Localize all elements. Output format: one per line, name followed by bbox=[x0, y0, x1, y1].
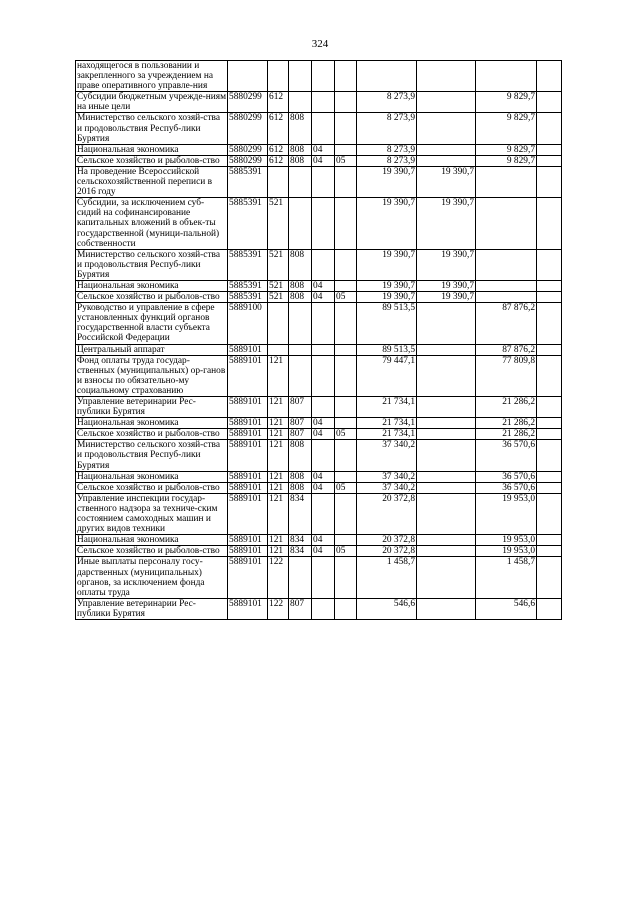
amount-cell-3: 546,6 bbox=[476, 598, 537, 619]
amount-cell-3: 9 829,7 bbox=[476, 155, 537, 166]
amount-cell-3: 19 953,0 bbox=[476, 535, 537, 546]
table-row bbox=[76, 418, 562, 429]
amount-cell-1: 37 340,2 bbox=[357, 440, 417, 471]
amount-cell-2 bbox=[417, 155, 476, 166]
section-code-cell bbox=[312, 166, 335, 197]
section-code-cell: 04 bbox=[312, 418, 335, 429]
table-row bbox=[76, 440, 562, 471]
target-article-code-cell: 5889101 bbox=[228, 355, 268, 396]
row-name-cell: Национальная экономика bbox=[76, 471, 228, 482]
amount-cell-2 bbox=[417, 92, 476, 113]
section-code-cell bbox=[312, 113, 335, 144]
amount-cell-3: 1 458,7 bbox=[476, 557, 537, 598]
expense-type-code-cell: 121 bbox=[268, 418, 289, 429]
section-code-cell: 04 bbox=[312, 429, 335, 440]
amount-cell-2 bbox=[417, 303, 476, 344]
row-name-cell: Сельское хозяйство и рыболов-ство bbox=[76, 292, 228, 303]
amount-cell-3: 87 876,2 bbox=[476, 344, 537, 355]
amount-cell-1: 8 273,9 bbox=[357, 92, 417, 113]
ministry-code-cell bbox=[289, 557, 312, 598]
ministry-code-cell: 834 bbox=[289, 493, 312, 534]
target-article-code-cell: 5885391 bbox=[228, 249, 268, 280]
target-article-code-cell: 5889101 bbox=[228, 397, 268, 418]
target-article-code-cell: 5889101 bbox=[228, 344, 268, 355]
target-article-code-cell: 5885391 bbox=[228, 292, 268, 303]
amount-cell-4 bbox=[537, 418, 562, 429]
section-code-cell: 04 bbox=[312, 535, 335, 546]
subsection-code-cell bbox=[335, 166, 357, 197]
amount-cell-1: 20 372,8 bbox=[357, 535, 417, 546]
budget-table bbox=[75, 60, 562, 620]
target-article-code-cell: 5889101 bbox=[228, 429, 268, 440]
amount-cell-2 bbox=[417, 598, 476, 619]
ministry-code-cell: 808 bbox=[289, 280, 312, 291]
amount-cell-3 bbox=[476, 166, 537, 197]
row-name-cell: Министерство сельского хозяй-ства и продовольствия Респуб-лики Бурятия bbox=[76, 113, 228, 144]
table-row bbox=[76, 303, 562, 344]
amount-cell-2: 19 390,7 bbox=[417, 166, 476, 197]
table-row bbox=[76, 598, 562, 619]
amount-cell-2 bbox=[417, 61, 476, 92]
amount-cell-1: 1 458,7 bbox=[357, 557, 417, 598]
amount-cell-3: 21 286,2 bbox=[476, 418, 537, 429]
subsection-code-cell bbox=[335, 418, 357, 429]
expense-type-code-cell: 612 bbox=[268, 113, 289, 144]
table-row bbox=[76, 397, 562, 418]
amount-cell-4 bbox=[537, 493, 562, 534]
amount-cell-4 bbox=[537, 557, 562, 598]
table-row bbox=[76, 557, 562, 598]
amount-cell-3: 36 570,6 bbox=[476, 440, 537, 471]
expense-type-code-cell: 521 bbox=[268, 249, 289, 280]
amount-cell-2 bbox=[417, 482, 476, 493]
amount-cell-2: 19 390,7 bbox=[417, 280, 476, 291]
amount-cell-2 bbox=[417, 397, 476, 418]
amount-cell-2 bbox=[417, 471, 476, 482]
amount-cell-2 bbox=[417, 429, 476, 440]
target-article-code-cell: 5880299 bbox=[228, 155, 268, 166]
table-row bbox=[76, 535, 562, 546]
amount-cell-3: 9 829,7 bbox=[476, 113, 537, 144]
amount-cell-1 bbox=[357, 61, 417, 92]
amount-cell-3: 36 570,6 bbox=[476, 471, 537, 482]
ministry-code-cell: 807 bbox=[289, 598, 312, 619]
ministry-code-cell: 834 bbox=[289, 546, 312, 557]
subsection-code-cell bbox=[335, 493, 357, 534]
section-code-cell bbox=[312, 249, 335, 280]
amount-cell-2 bbox=[417, 546, 476, 557]
row-name-cell: На проведение Всероссийской сельскохозяйственной переписи в 2016 году bbox=[76, 166, 228, 197]
amount-cell-4 bbox=[537, 249, 562, 280]
amount-cell-1: 19 390,7 bbox=[357, 280, 417, 291]
amount-cell-1: 21 734,1 bbox=[357, 418, 417, 429]
amount-cell-4 bbox=[537, 303, 562, 344]
expense-type-code-cell: 121 bbox=[268, 440, 289, 471]
table-row bbox=[76, 198, 562, 249]
subsection-code-cell bbox=[335, 535, 357, 546]
subsection-code-cell bbox=[335, 144, 357, 155]
row-name-cell: Сельское хозяйство и рыболов-ство bbox=[76, 482, 228, 493]
section-code-cell bbox=[312, 92, 335, 113]
ministry-code-cell: 807 bbox=[289, 397, 312, 418]
subsection-code-cell bbox=[335, 280, 357, 291]
table-row bbox=[76, 471, 562, 482]
table-row bbox=[76, 280, 562, 291]
amount-cell-2: 19 390,7 bbox=[417, 198, 476, 249]
amount-cell-3: 21 286,2 bbox=[476, 429, 537, 440]
section-code-cell: 04 bbox=[312, 546, 335, 557]
expense-type-code-cell: 122 bbox=[268, 598, 289, 619]
row-name-cell: Иные выплаты персоналу госу-дарственных (муниципальных) органов, за исключением фонда оплаты труда bbox=[76, 557, 228, 598]
amount-cell-1: 19 390,7 bbox=[357, 249, 417, 280]
amount-cell-3 bbox=[476, 198, 537, 249]
amount-cell-1: 37 340,2 bbox=[357, 482, 417, 493]
amount-cell-3 bbox=[476, 249, 537, 280]
amount-cell-4 bbox=[537, 92, 562, 113]
amount-cell-2 bbox=[417, 493, 476, 534]
subsection-code-cell bbox=[335, 198, 357, 249]
amount-cell-4 bbox=[537, 397, 562, 418]
table-row bbox=[76, 355, 562, 396]
amount-cell-1: 37 340,2 bbox=[357, 471, 417, 482]
amount-cell-4 bbox=[537, 280, 562, 291]
ministry-code-cell bbox=[289, 166, 312, 197]
amount-cell-4 bbox=[537, 61, 562, 92]
row-name-cell: Фонд оплаты труда государ-ственных (муниципальных) ор-ганов и взносы по обязательно-му социальному страхованию bbox=[76, 355, 228, 396]
amount-cell-3 bbox=[476, 280, 537, 291]
section-code-cell bbox=[312, 598, 335, 619]
row-name-cell: Управление ветеринарии Рес-публики Бурятия bbox=[76, 598, 228, 619]
section-code-cell: 04 bbox=[312, 292, 335, 303]
target-article-code-cell: 5889101 bbox=[228, 546, 268, 557]
subsection-code-cell bbox=[335, 303, 357, 344]
section-code-cell bbox=[312, 61, 335, 92]
amount-cell-2 bbox=[417, 418, 476, 429]
expense-type-code-cell bbox=[268, 166, 289, 197]
ministry-code-cell bbox=[289, 92, 312, 113]
target-article-code-cell: 5885391 bbox=[228, 280, 268, 291]
amount-cell-2 bbox=[417, 355, 476, 396]
expense-type-code-cell: 612 bbox=[268, 144, 289, 155]
amount-cell-1: 8 273,9 bbox=[357, 113, 417, 144]
subsection-code-cell: 05 bbox=[335, 546, 357, 557]
table-row bbox=[76, 144, 562, 155]
amount-cell-1: 20 372,8 bbox=[357, 546, 417, 557]
section-code-cell: 04 bbox=[312, 280, 335, 291]
amount-cell-2 bbox=[417, 113, 476, 144]
subsection-code-cell bbox=[335, 92, 357, 113]
amount-cell-2: 19 390,7 bbox=[417, 292, 476, 303]
ministry-code-cell: 834 bbox=[289, 535, 312, 546]
expense-type-code-cell: 121 bbox=[268, 493, 289, 534]
ministry-code-cell: 808 bbox=[289, 155, 312, 166]
expense-type-code-cell bbox=[268, 61, 289, 92]
table-row bbox=[76, 493, 562, 534]
row-name-cell: Управление инспекции государ-ственного надзора за техниче-ским состоянием самоходных машин и других видов техники bbox=[76, 493, 228, 534]
amount-cell-4 bbox=[537, 292, 562, 303]
expense-type-code-cell: 121 bbox=[268, 355, 289, 396]
amount-cell-2 bbox=[417, 344, 476, 355]
amount-cell-3: 36 570,6 bbox=[476, 482, 537, 493]
subsection-code-cell: 05 bbox=[335, 292, 357, 303]
row-name-cell: Сельское хозяйство и рыболов-ство bbox=[76, 546, 228, 557]
amount-cell-2 bbox=[417, 144, 476, 155]
subsection-code-cell: 05 bbox=[335, 482, 357, 493]
amount-cell-1: 546,6 bbox=[357, 598, 417, 619]
amount-cell-2: 19 390,7 bbox=[417, 249, 476, 280]
amount-cell-4 bbox=[537, 471, 562, 482]
section-code-cell: 04 bbox=[312, 155, 335, 166]
target-article-code-cell: 5889101 bbox=[228, 493, 268, 534]
amount-cell-1: 19 390,7 bbox=[357, 166, 417, 197]
amount-cell-3: 19 953,0 bbox=[476, 546, 537, 557]
amount-cell-3: 19 953,0 bbox=[476, 493, 537, 534]
row-name-cell: Национальная экономика bbox=[76, 280, 228, 291]
expense-type-code-cell: 521 bbox=[268, 292, 289, 303]
expense-type-code-cell: 121 bbox=[268, 546, 289, 557]
subsection-code-cell bbox=[335, 61, 357, 92]
row-name-cell: Сельское хозяйство и рыболов-ство bbox=[76, 155, 228, 166]
amount-cell-1: 21 734,1 bbox=[357, 429, 417, 440]
table-row bbox=[76, 344, 562, 355]
amount-cell-1: 89 513,5 bbox=[357, 344, 417, 355]
amount-cell-3 bbox=[476, 61, 537, 92]
ministry-code-cell: 808 bbox=[289, 482, 312, 493]
subsection-code-cell bbox=[335, 598, 357, 619]
row-name-cell: Министерство сельского хозяй-ства и продовольствия Респуб-лики Бурятия bbox=[76, 440, 228, 471]
row-name-cell: Субсидии, за исключением суб-сидий на софинансирование капитальных вложений в объек-ты государственной (муници-пальной) собственности bbox=[76, 198, 228, 249]
table-body bbox=[76, 61, 562, 620]
table-row bbox=[76, 249, 562, 280]
expense-type-code-cell: 122 bbox=[268, 557, 289, 598]
expense-type-code-cell: 121 bbox=[268, 397, 289, 418]
expense-type-code-cell bbox=[268, 303, 289, 344]
expense-type-code-cell: 121 bbox=[268, 535, 289, 546]
section-code-cell bbox=[312, 303, 335, 344]
ministry-code-cell bbox=[289, 303, 312, 344]
table-row bbox=[76, 546, 562, 557]
target-article-code-cell: 5889101 bbox=[228, 482, 268, 493]
amount-cell-3: 87 876,2 bbox=[476, 303, 537, 344]
target-article-code-cell: 5889100 bbox=[228, 303, 268, 344]
ministry-code-cell: 808 bbox=[289, 113, 312, 144]
target-article-code-cell: 5885391 bbox=[228, 166, 268, 197]
target-article-code-cell: 5889101 bbox=[228, 418, 268, 429]
ministry-code-cell bbox=[289, 61, 312, 92]
row-name-cell: Национальная экономика bbox=[76, 418, 228, 429]
section-code-cell bbox=[312, 198, 335, 249]
subsection-code-cell: 05 bbox=[335, 429, 357, 440]
ministry-code-cell: 808 bbox=[289, 249, 312, 280]
target-article-code-cell: 5889101 bbox=[228, 471, 268, 482]
amount-cell-2 bbox=[417, 535, 476, 546]
row-name-cell: Министерство сельского хозяй-ства и продовольствия Респуб-лики Бурятия bbox=[76, 249, 228, 280]
row-name-cell: Национальная экономика bbox=[76, 535, 228, 546]
ministry-code-cell bbox=[289, 355, 312, 396]
ministry-code-cell: 808 bbox=[289, 292, 312, 303]
amount-cell-1: 19 390,7 bbox=[357, 198, 417, 249]
subsection-code-cell bbox=[335, 113, 357, 144]
amount-cell-4 bbox=[537, 440, 562, 471]
target-article-code-cell: 5880299 bbox=[228, 92, 268, 113]
ministry-code-cell: 807 bbox=[289, 418, 312, 429]
amount-cell-3: 77 809,8 bbox=[476, 355, 537, 396]
amount-cell-4 bbox=[537, 155, 562, 166]
section-code-cell bbox=[312, 397, 335, 418]
amount-cell-1: 8 273,9 bbox=[357, 144, 417, 155]
target-article-code-cell: 5880299 bbox=[228, 113, 268, 144]
amount-cell-4 bbox=[537, 546, 562, 557]
table-row bbox=[76, 166, 562, 197]
target-article-code-cell: 5889101 bbox=[228, 440, 268, 471]
row-name-cell: Субсидии бюджетным учрежде-ниям на иные цели bbox=[77, 92, 227, 113]
section-code-cell: 04 bbox=[312, 144, 335, 155]
expense-type-code-cell bbox=[268, 344, 289, 355]
subsection-code-cell: 05 bbox=[335, 155, 357, 166]
ministry-code-cell: 808 bbox=[289, 440, 312, 471]
ministry-code-cell: 808 bbox=[289, 471, 312, 482]
table-row bbox=[76, 429, 562, 440]
section-code-cell bbox=[312, 557, 335, 598]
subsection-code-cell bbox=[335, 440, 357, 471]
section-code-cell bbox=[312, 493, 335, 534]
target-article-code-cell: 5889101 bbox=[228, 535, 268, 546]
section-code-cell bbox=[312, 440, 335, 471]
target-article-code-cell: 5885391 bbox=[228, 198, 268, 249]
subsection-code-cell bbox=[335, 557, 357, 598]
amount-cell-1: 19 390,7 bbox=[357, 292, 417, 303]
row-name-cell: Сельское хозяйство и рыболов-ство bbox=[76, 429, 228, 440]
amount-cell-3: 9 829,7 bbox=[476, 144, 537, 155]
expense-type-code-cell: 121 bbox=[268, 482, 289, 493]
amount-cell-4 bbox=[537, 166, 562, 197]
subsection-code-cell bbox=[335, 355, 357, 396]
row-name-cell: Национальная экономика bbox=[76, 144, 228, 155]
amount-cell-1: 21 734,1 bbox=[357, 397, 417, 418]
row-name-cell: Центральный аппарат bbox=[76, 344, 228, 355]
ministry-code-cell bbox=[289, 198, 312, 249]
amount-cell-4 bbox=[537, 535, 562, 546]
subsection-code-cell bbox=[335, 344, 357, 355]
amount-cell-1: 20 372,8 bbox=[357, 493, 417, 534]
section-code-cell: 04 bbox=[312, 471, 335, 482]
amount-cell-4 bbox=[537, 144, 562, 155]
expense-type-code-cell: 521 bbox=[268, 280, 289, 291]
ministry-code-cell: 807 bbox=[289, 429, 312, 440]
section-code-cell: 04 bbox=[312, 482, 335, 493]
expense-type-code-cell: 521 bbox=[268, 198, 289, 249]
expense-type-code-cell: 121 bbox=[268, 471, 289, 482]
expense-type-code-cell: 612 bbox=[268, 155, 289, 166]
ministry-code-cell: 808 bbox=[289, 144, 312, 155]
amount-cell-4 bbox=[537, 198, 562, 249]
amount-cell-2 bbox=[417, 440, 476, 471]
table-row bbox=[76, 155, 562, 166]
target-article-code-cell: 5889101 bbox=[228, 598, 268, 619]
table-row bbox=[76, 113, 562, 144]
amount-cell-4 bbox=[537, 482, 562, 493]
row-name-cell: находящегося в пользовании и закрепленного за учреждением на праве оперативного управле-ния bbox=[76, 61, 228, 92]
row-name-cell: Управление ветеринарии Рес-публики Бурятия bbox=[76, 397, 228, 418]
target-article-code-cell bbox=[228, 61, 268, 92]
amount-cell-3 bbox=[476, 292, 537, 303]
page-number: 324 bbox=[311, 38, 329, 50]
amount-cell-3: 9 829,7 bbox=[476, 92, 537, 113]
expense-type-code-cell: 121 bbox=[268, 429, 289, 440]
target-article-code-cell: 5889101 bbox=[228, 557, 268, 598]
amount-cell-4 bbox=[537, 113, 562, 144]
table-row bbox=[76, 292, 562, 303]
amount-cell-4 bbox=[537, 429, 562, 440]
subsection-code-cell bbox=[335, 249, 357, 280]
subsection-code-cell bbox=[335, 471, 357, 482]
amount-cell-4 bbox=[537, 355, 562, 396]
expense-type-code-cell: 612 bbox=[268, 92, 289, 113]
table-row bbox=[76, 61, 562, 92]
ministry-code-cell bbox=[289, 344, 312, 355]
amount-cell-1: 8 273,9 bbox=[357, 155, 417, 166]
amount-cell-4 bbox=[537, 344, 562, 355]
amount-cell-1: 79 447,1 bbox=[357, 355, 417, 396]
amount-cell-3: 21 286,2 bbox=[476, 397, 537, 418]
section-code-cell bbox=[312, 355, 335, 396]
table-row bbox=[76, 482, 562, 493]
amount-cell-1: 89 513,5 bbox=[357, 303, 417, 344]
target-article-code-cell: 5880299 bbox=[228, 144, 268, 155]
subsection-code-cell bbox=[335, 397, 357, 418]
amount-cell-4 bbox=[537, 598, 562, 619]
section-code-cell bbox=[312, 344, 335, 355]
table-row bbox=[76, 92, 562, 113]
amount-cell-2 bbox=[417, 557, 476, 598]
row-name-cell: Руководство и управление в сфере установленных функций органов государственной власти субъекта Российской Федерации bbox=[76, 303, 228, 344]
